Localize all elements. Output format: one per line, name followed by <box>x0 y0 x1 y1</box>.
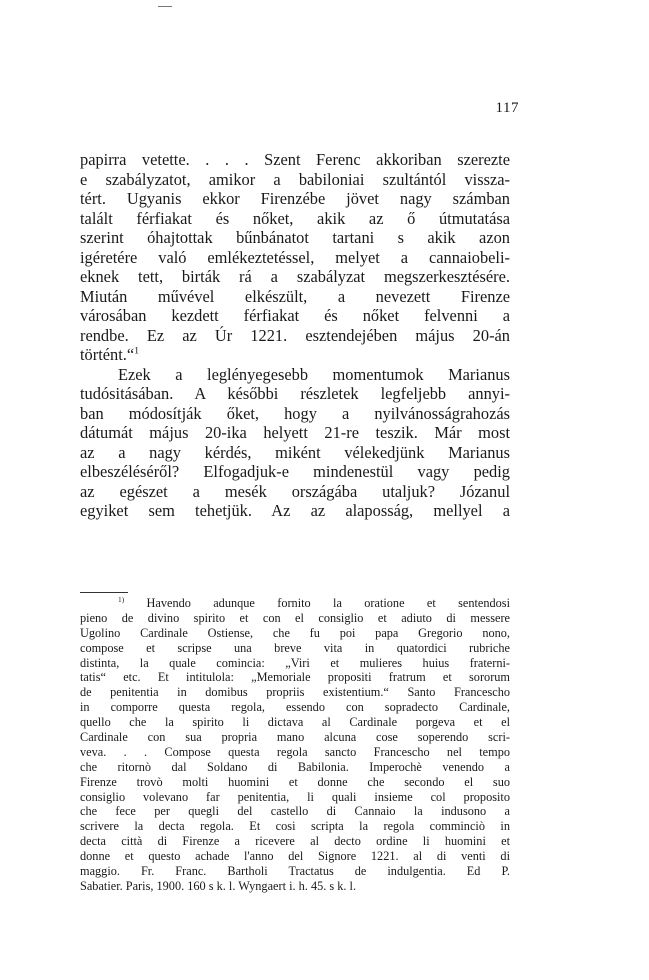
body-line: egyiket sem tehetjük. Az az alaposság, mellyel a <box>80 501 510 520</box>
body-line-text: történt.“ <box>80 345 135 364</box>
footnote-line: che fece per quegli del castello di Cannaio la indusono a <box>80 804 510 819</box>
footnote-marker: 1) <box>118 594 125 604</box>
body-line: rendbe. Ez az Úr 1221. esztendejében május 20-án <box>80 325 510 345</box>
footnote-line: veva. . . Compose questa regola sancto Francescho nel tempo <box>80 744 510 759</box>
footnote-line: tatis“ etc. Et intitulola: „Memoriale propositi fratrum et sororum <box>80 670 510 685</box>
footnote-line: Cardinale con sua propria mano alcuna cose soperendo scri- <box>80 730 510 745</box>
footnote-line: in comporre questa regola, essendo con sopradecto Cardinale, <box>80 700 510 715</box>
body-line-paragraph-end <box>80 345 510 365</box>
footnote-separator <box>80 592 128 593</box>
footnote-block <box>80 596 510 894</box>
footnote-reference: 1 <box>134 345 140 357</box>
body-line: e szabályzatot, amikor a babiloniai szultántól vissza- <box>80 169 510 189</box>
body-line: dátumát május 20-ika helyett 21-re teszik. Már most <box>80 423 510 442</box>
footnote-line: decta città di Firenze a ricevere al decto ordine li huomini et <box>80 834 510 849</box>
body-line: elbeszéléséről? Elfogadjuk-e mindenestül vagy pedig <box>80 462 510 481</box>
footnote-line: Ugolino Cardinale Ostiense, che fu poi papa Gregorio nono, <box>80 625 510 640</box>
body-line: eknek tett, birták rá a szabályzat megszerkesztésére. <box>80 267 510 286</box>
body-line-paragraph-start: Ezek a leglényegesebb momentumok Marianus <box>118 364 510 384</box>
body-line: igéretére való emlékeztetéssel, melyet a cannaiobeli- <box>80 247 510 267</box>
body-line: tudósitásában. A későbbi részletek legfeljebb annyi- <box>80 384 510 403</box>
body-line: tért. Ugyanis ekkor Firenzébe jövet nagy számban <box>80 189 510 208</box>
page-number: 117 <box>495 100 519 116</box>
body-line: papirra vetette. . . . Szent Ferenc akkoriban szerezte <box>80 150 510 169</box>
scan-mark <box>158 6 172 7</box>
body-line: talált férfiakat és nőket, akik az ő útmutatása <box>80 208 510 228</box>
footnote-line: Sabatier. Paris, 1900. 160 s k. l. Wyngaert i. h. 45. s k. l. <box>80 878 357 893</box>
body-line: Miután művével elkészült, a nevezett Firenze <box>80 286 510 306</box>
footnote-line: scrivere la decta regola. Et cosi scripta la regola comminciò in <box>80 819 510 834</box>
footnote-line: che ritornò dal Soldano di Babilonia. Imperochè venendo a <box>80 759 510 774</box>
footnote-line: maggio. Fr. Franc. Bartholi Tractatus de indulgentia. Ed P. <box>80 864 510 879</box>
footnote-line: compose et scripse una breve vita in quatordici rubriche <box>80 640 510 655</box>
body-line: szerint óhajtottak bűnbánatot tartani s akik azon <box>80 228 510 247</box>
main-body-text <box>80 150 510 521</box>
body-line: városában kezdett férfiakat és nőket felvenni a <box>80 306 510 325</box>
footnote-line: consiglio volevano far penitentia, li quali insieme col proposito <box>80 789 510 804</box>
footnote-line: pieno de divino spirito et con el consiglio et adiuto di messere <box>80 610 510 625</box>
body-line: az a nagy kérdés, miként vélekedjünk Marianus <box>80 442 510 462</box>
footnote-line: de penitentia in domibus propriis existentium.“ Santo Francescho <box>80 685 510 700</box>
footnote-line-text: Havendo adunque fornito la oratione et sentendosi <box>146 596 510 610</box>
footnote-line: donne et questo achade l'anno del Signore 1221. al di venti di <box>80 849 510 864</box>
footnote-line: Firenze trovò molti huomini et donne che secondo el suo <box>80 774 510 789</box>
body-line: az egészet a mesék országába utaljuk? Józanul <box>80 481 510 501</box>
footnote-line: quello che la spirito li dictava al Cardinale porgeva et el <box>80 715 510 730</box>
body-line: ban módosítják őket, hogy a nyilvánosságrahozás <box>80 403 510 423</box>
footnote-line: distinta, la quale comincia: „Viri et mulieres huius fraterni- <box>80 655 510 670</box>
footnote-line <box>80 596 510 611</box>
